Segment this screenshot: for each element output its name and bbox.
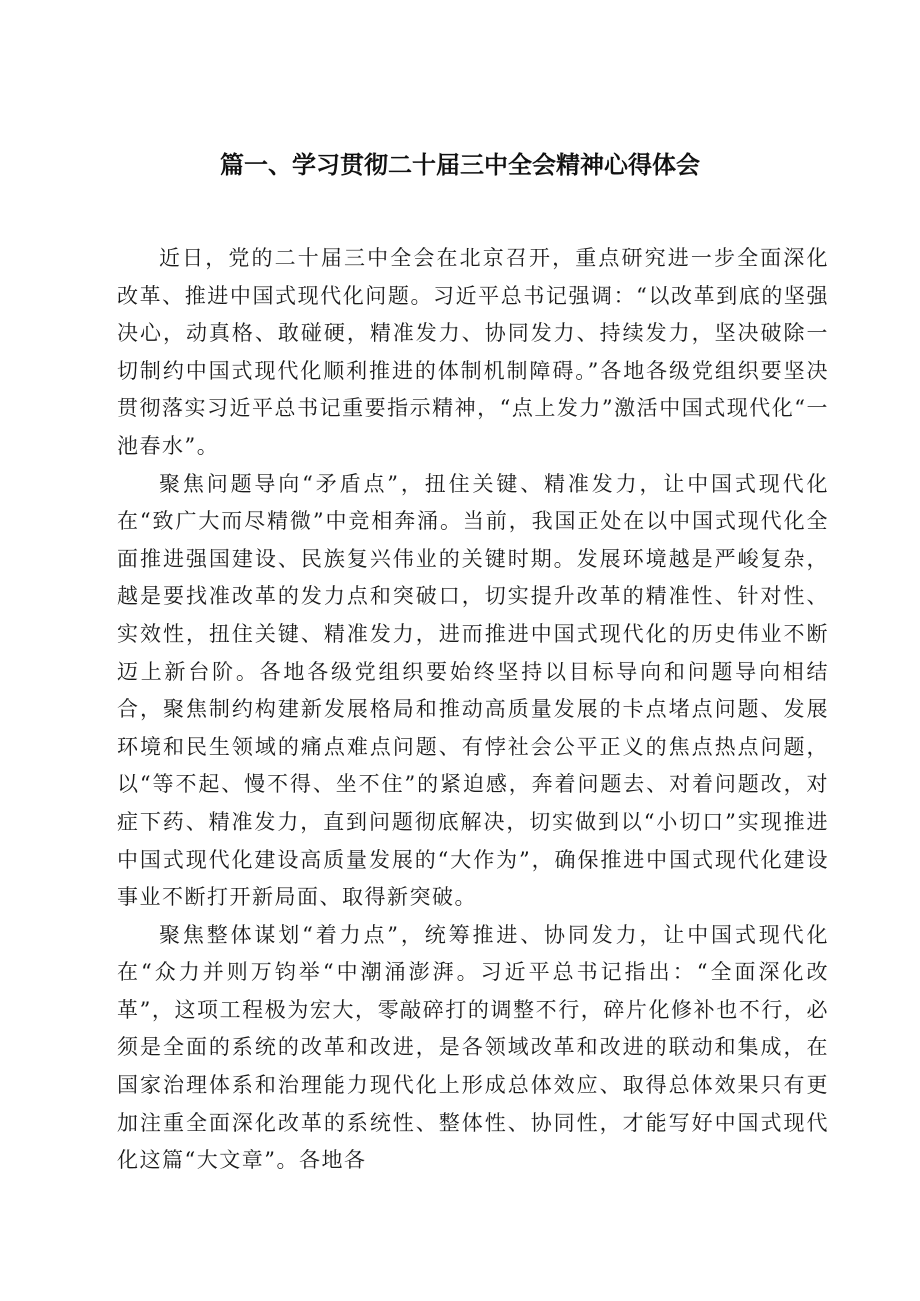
paragraph-3: 聚焦整体谋划“着力点”，统筹推进、协同发力，让中国式现代化在“众力并则万钧举“中潮涌澎湃。习近平总书记指出：“全面深化改革”，这项工程极为宏大，零敲碎打的调整不行，碎片化修补也不行，必须是全面的系统的改革和改进，是各领域改革和改进的联动和集成，在国家治理体系和治理能力现代化上形成总体效应、取得总体效果只有更加注重全面深化改革的系统性、整体性、协同性，才能写好中国式现代化这篇“大文章”。各地各 (117, 922, 829, 1173)
paragraph-2: 聚焦问题导向“矛盾点”，扭住关键、精准发力，让中国式现代化在“致广大而尽精微”中竞相奔涌。当前，我国正处在以中国式现代化全面推进强国建设、民族复兴伟业的关键时期。发展环境越是严峻复杂，越是要找准改革的发力点和突破口，切实提升改革的精准性、针对性、实效性，扭住关键、精准发力，进而推进中国式现代化的历史伟业不断迈上新台阶。各地各级党组织要始终坚持以目标导向和问题导向相结合，聚焦制约构建新发展格局和推动高质量发展的卡点堵点问题、发展环境和民生领域的痛点难点问题、有悖社会公平正义的焦点热点问题，以“等不起、慢不得、坐不住”的紧迫感，奔着问题去、对着问题改，对症下药、精准发力，直到问题彻底解决，切实做到以“小切口”实现推进中国式现代化建设高质量发展的“大作为”，确保推进中国式现代化建设事业不断打开新局面、取得新突破。 (117, 471, 829, 910)
document-title: 篇一、学习贯彻二十届三中全会精神心得体会 (220, 151, 700, 179)
document-body (117, 240, 829, 1180)
paragraph-1: 近日，党的二十届三中全会在北京召开，重点研究进一步全面深化改革、推进中国式现代化问题。习近平总书记强调：“以改革到底的坚强决心，动真格、敢碰硬，精准发力、协同发力、持续发力，坚决破除一切制约中国式现代化顺利推进的体制机制障碍。”各地各级党组织要坚决贯彻落实习近平总书记重要指示精神，“点上发力”激活中国式现代化“一池春水”。 (117, 246, 829, 458)
